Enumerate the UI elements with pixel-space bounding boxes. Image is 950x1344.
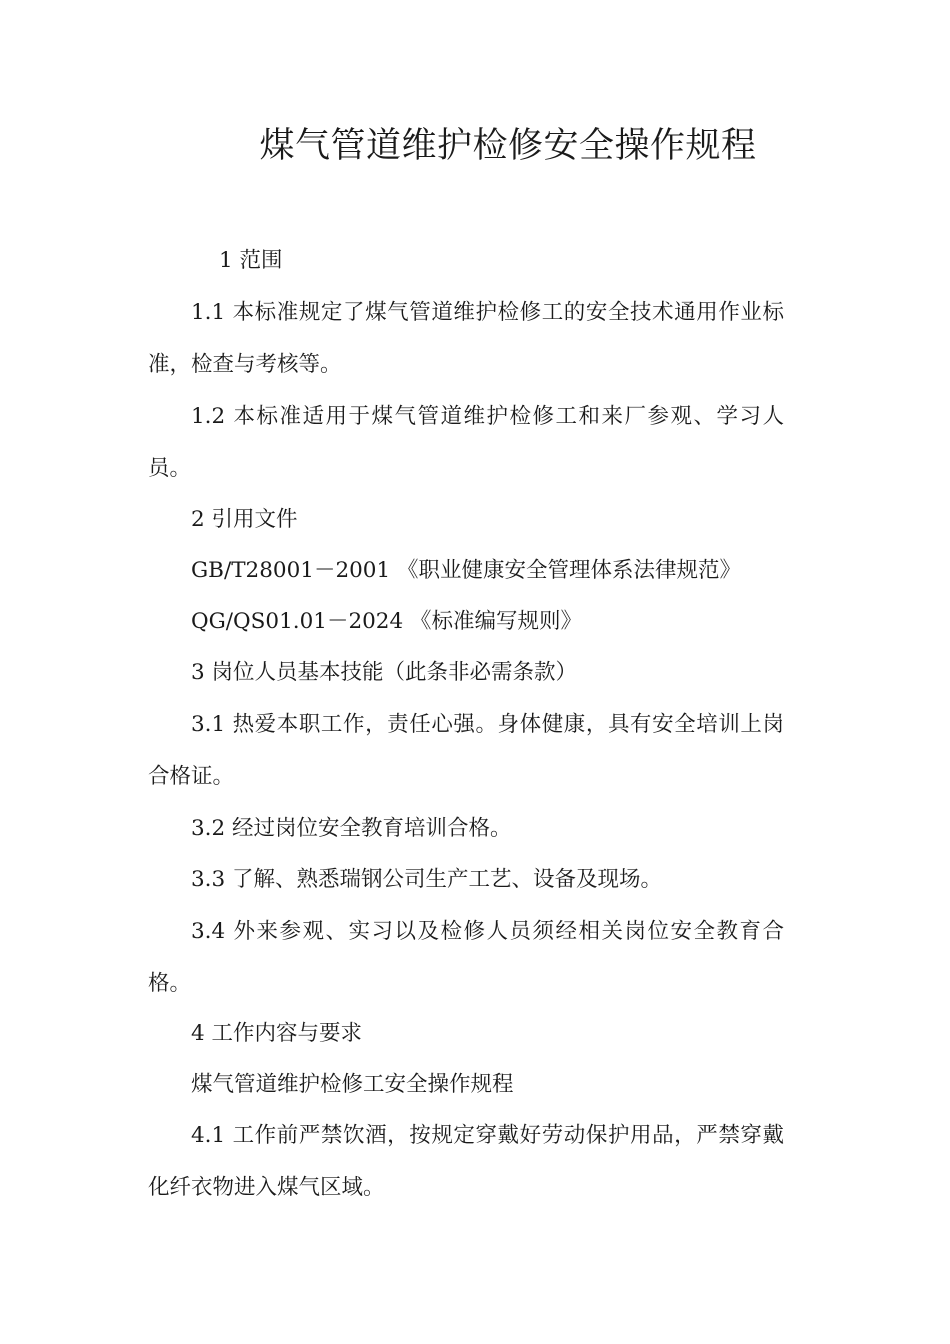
paragraph-3-3: 3.3 了解、熟悉瑞钢公司生产工艺、设备及现场。 — [191, 867, 663, 892]
reference-gb-t28001: GB/T28001－2001 《职业健康安全管理体系法律规范》 — [191, 558, 742, 583]
section-2-heading: 2 引用文件 — [191, 507, 298, 532]
paragraph-3-1: 3.1 热爱本职工作，责任心强。身体健康，具有安全培训上岗合格证。 — [148, 712, 784, 789]
reference-qg-qs01: QG/QS01.01－2024 《标准编写规则》 — [191, 609, 583, 634]
paragraph-3-2: 3.2 经过岗位安全教育培训合格。 — [191, 816, 512, 841]
paragraph-4-1: 4.1 工作前严禁饮酒，按规定穿戴好劳动保护用品，严禁穿戴化纤衣物进入煤气区域。 — [148, 1123, 784, 1200]
paragraph-1-1: 1.1 本标准规定了煤气管道维护检修工的安全技术通用作业标准，检查与考核等。 — [148, 300, 784, 377]
paragraph-3-4: 3.4 外来参观、实习以及检修人员须经相关岗位安全教育合格。 — [148, 919, 784, 996]
section-4-subtitle: 煤气管道维护检修工安全操作规程 — [191, 1072, 514, 1097]
section-1-heading: 1 范围 — [219, 248, 283, 273]
paragraph-1-2: 1.2 本标准适用于煤气管道维护检修工和来厂参观、学习人员。 — [148, 404, 784, 481]
document-title: 煤气管道维护检修安全操作规程 — [259, 126, 757, 166]
section-3-heading: 3 岗位人员基本技能（此条非必需条款） — [191, 660, 578, 685]
section-4-heading: 4 工作内容与要求 — [191, 1021, 363, 1046]
